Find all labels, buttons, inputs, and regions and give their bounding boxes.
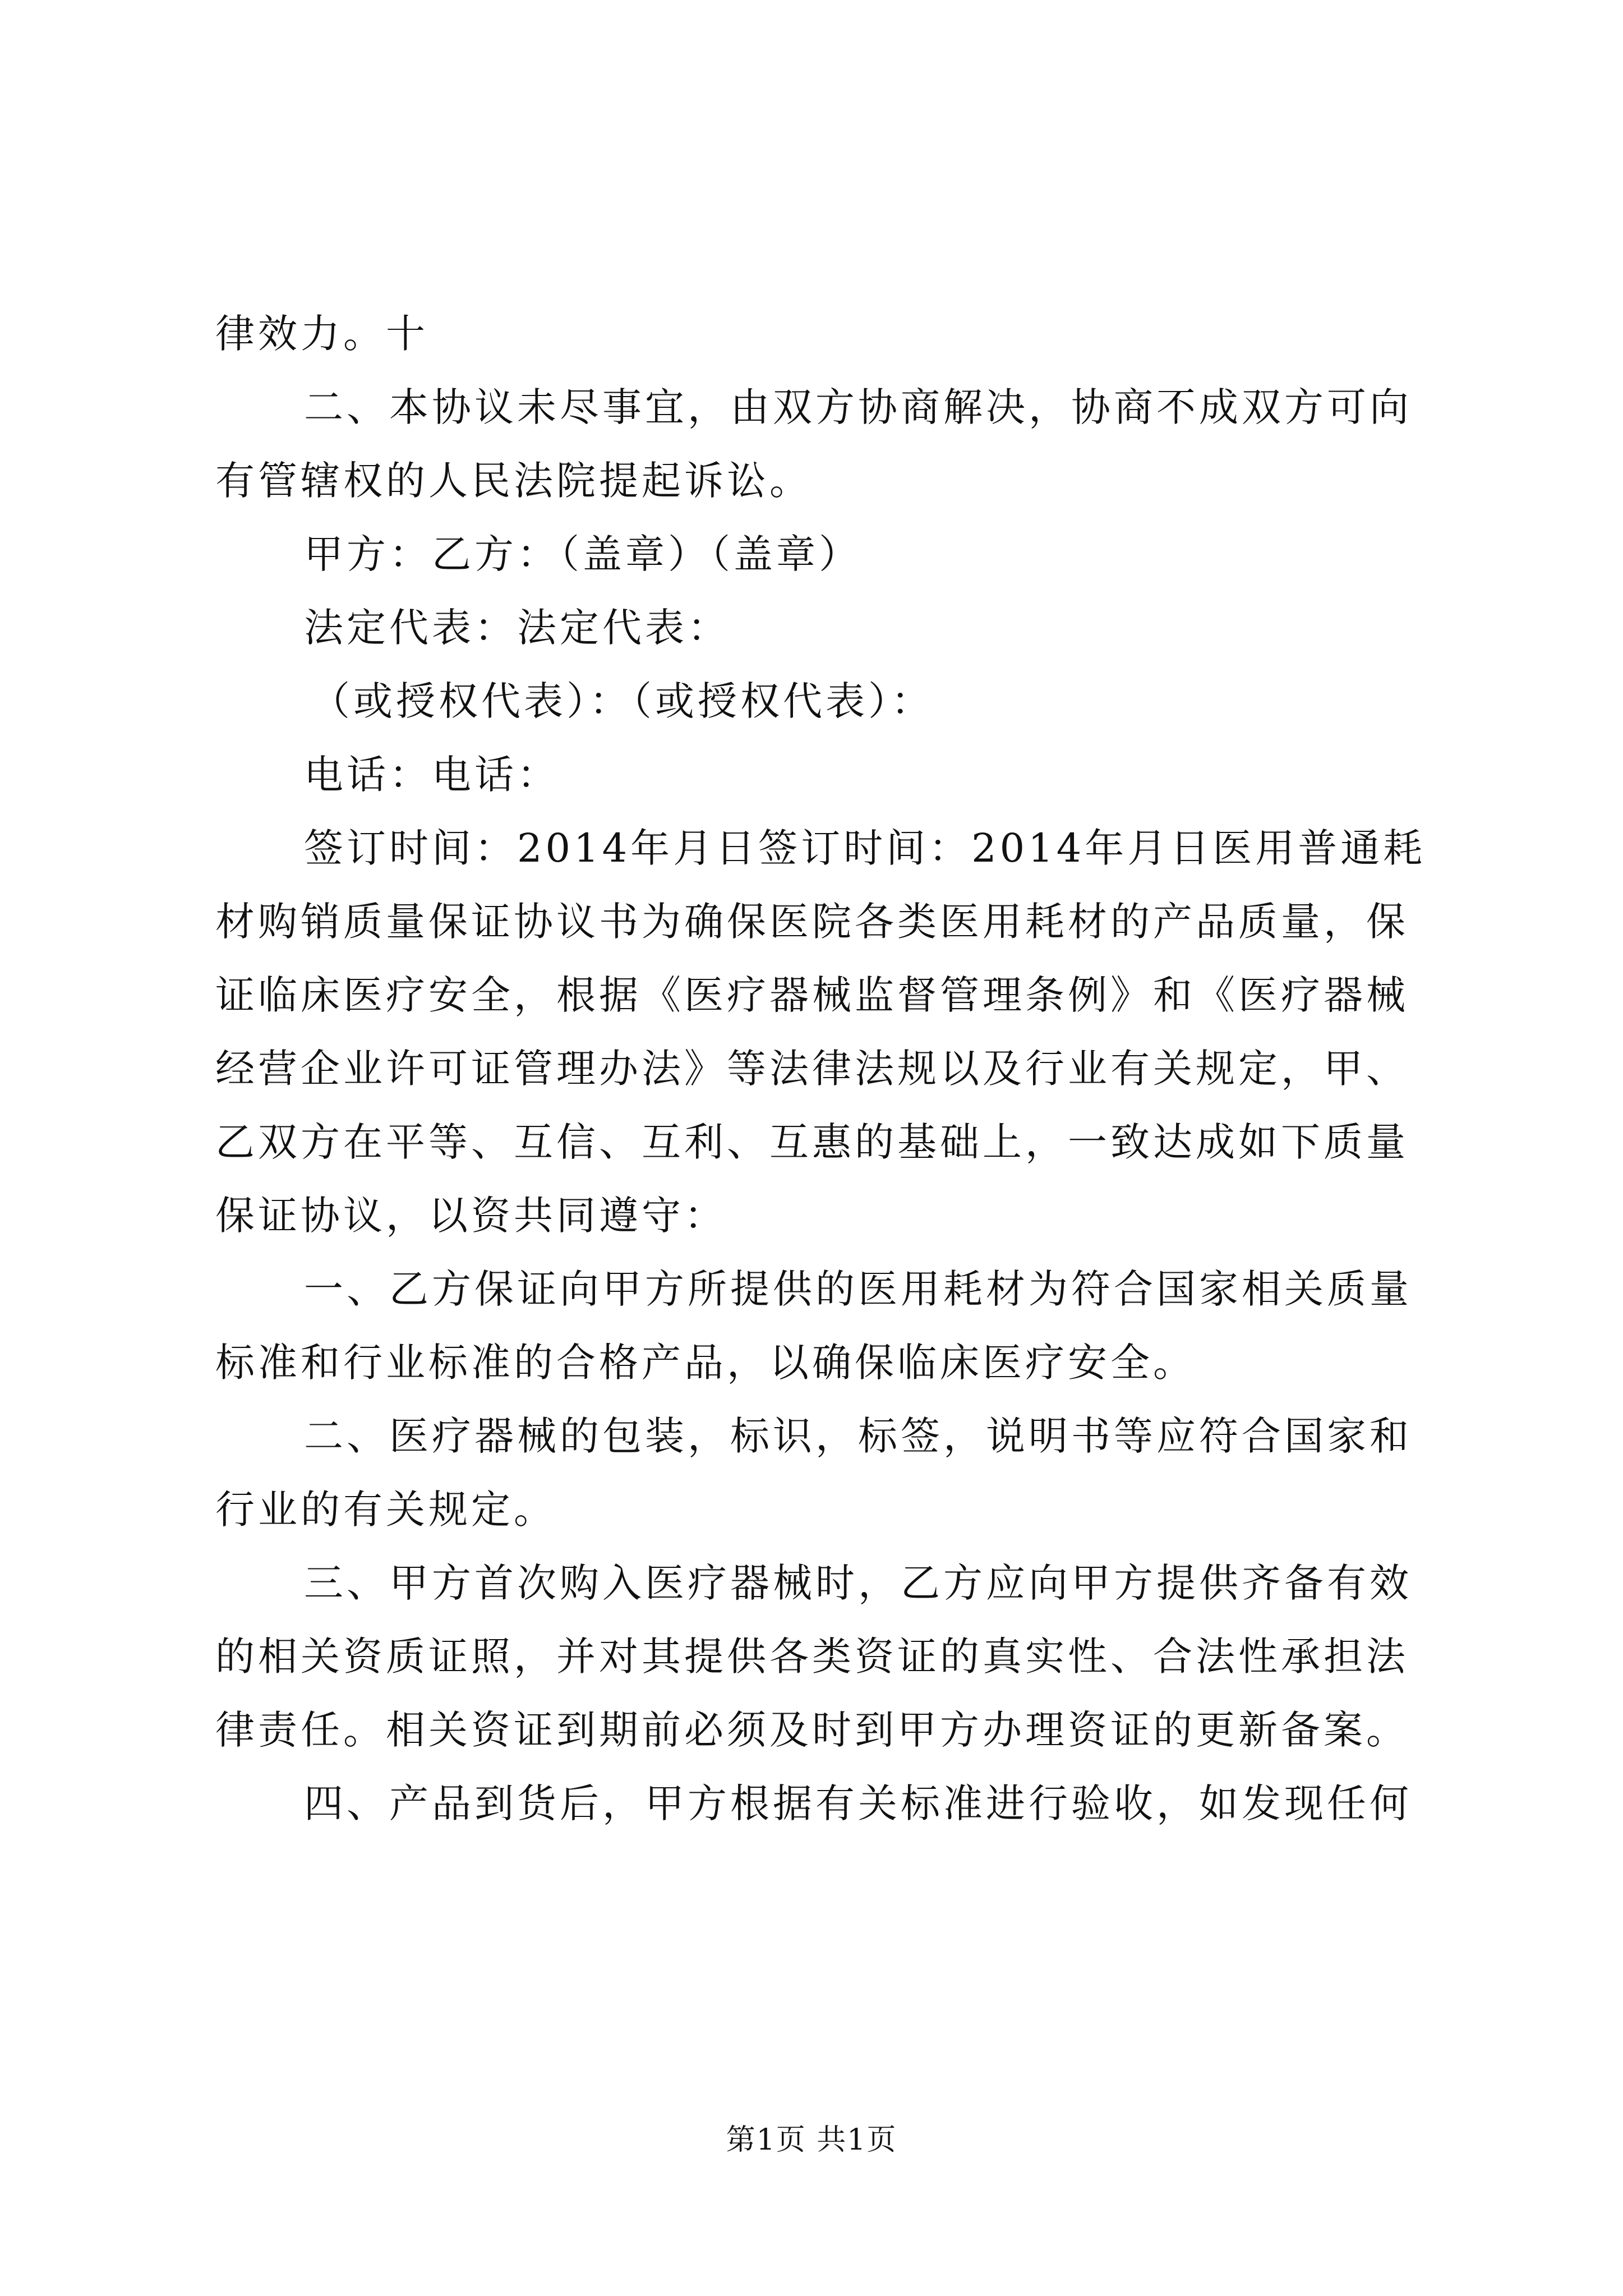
text-line: 经营企业许可证管理办法》等法律法规以及行业有关规定，甲、 [215, 1046, 1409, 1092]
text-line: 有管辖权的人民法院提起诉讼。 [215, 458, 812, 504]
text-line: 签订时间：2014年月日签订时间：2014年月日医用普通耗 [304, 825, 1426, 871]
text-line: 电话：电话： [304, 752, 560, 798]
text-line: 标准和行业标准的合格产品，以确保临床医疗安全。 [215, 1340, 1196, 1386]
text-line: 乙双方在平等、互信、互利、互惠的基础上，一致达成如下质量 [215, 1119, 1409, 1165]
text-line: 法定代表：法定代表： [304, 605, 730, 651]
text-line: 保证协议，以资共同遵守： [215, 1193, 727, 1239]
text-line: 二、本协议未尽事宜，由双方协商解决，协商不成双方可向 [304, 384, 1412, 430]
text-line: 律责任。相关资证到期前必须及时到甲方办理资证的更新备案。 [215, 1707, 1409, 1753]
document-body [215, 297, 1426, 1841]
text-line: 的相关资质证照，并对其提供各类资证的真实性、合法性承担法 [215, 1634, 1409, 1680]
text-line: 二、医疗器械的包装，标识，标签，说明书等应符合国家和 [304, 1413, 1412, 1459]
text-line: 律效力。十 [215, 311, 428, 357]
text-line: 甲方：乙方：（盖章）（盖章） [304, 531, 861, 577]
text-line: 证临床医疗安全，根据《医疗器械监督管理条例》和《医疗器械 [215, 972, 1409, 1018]
text-line: 一、乙方保证向甲方所提供的医用耗材为符合国家相关质量 [304, 1266, 1412, 1312]
text-line: （或授权代表）：（或授权代表）： [311, 678, 934, 724]
text-line: 四、产品到货后，甲方根据有关标准进行验收，如发现任何 [304, 1780, 1412, 1826]
page-number: 第1页 共1页 [726, 2123, 897, 2157]
text-line: 材购销质量保证协议书为确保医院各类医用耗材的产品质量，保 [215, 899, 1409, 945]
text-line: 三、甲方首次购入医疗器械时，乙方应向甲方提供齐备有效 [304, 1560, 1412, 1606]
page-footer [0, 2120, 1623, 2160]
text-line: 行业的有关规定。 [215, 1487, 556, 1533]
